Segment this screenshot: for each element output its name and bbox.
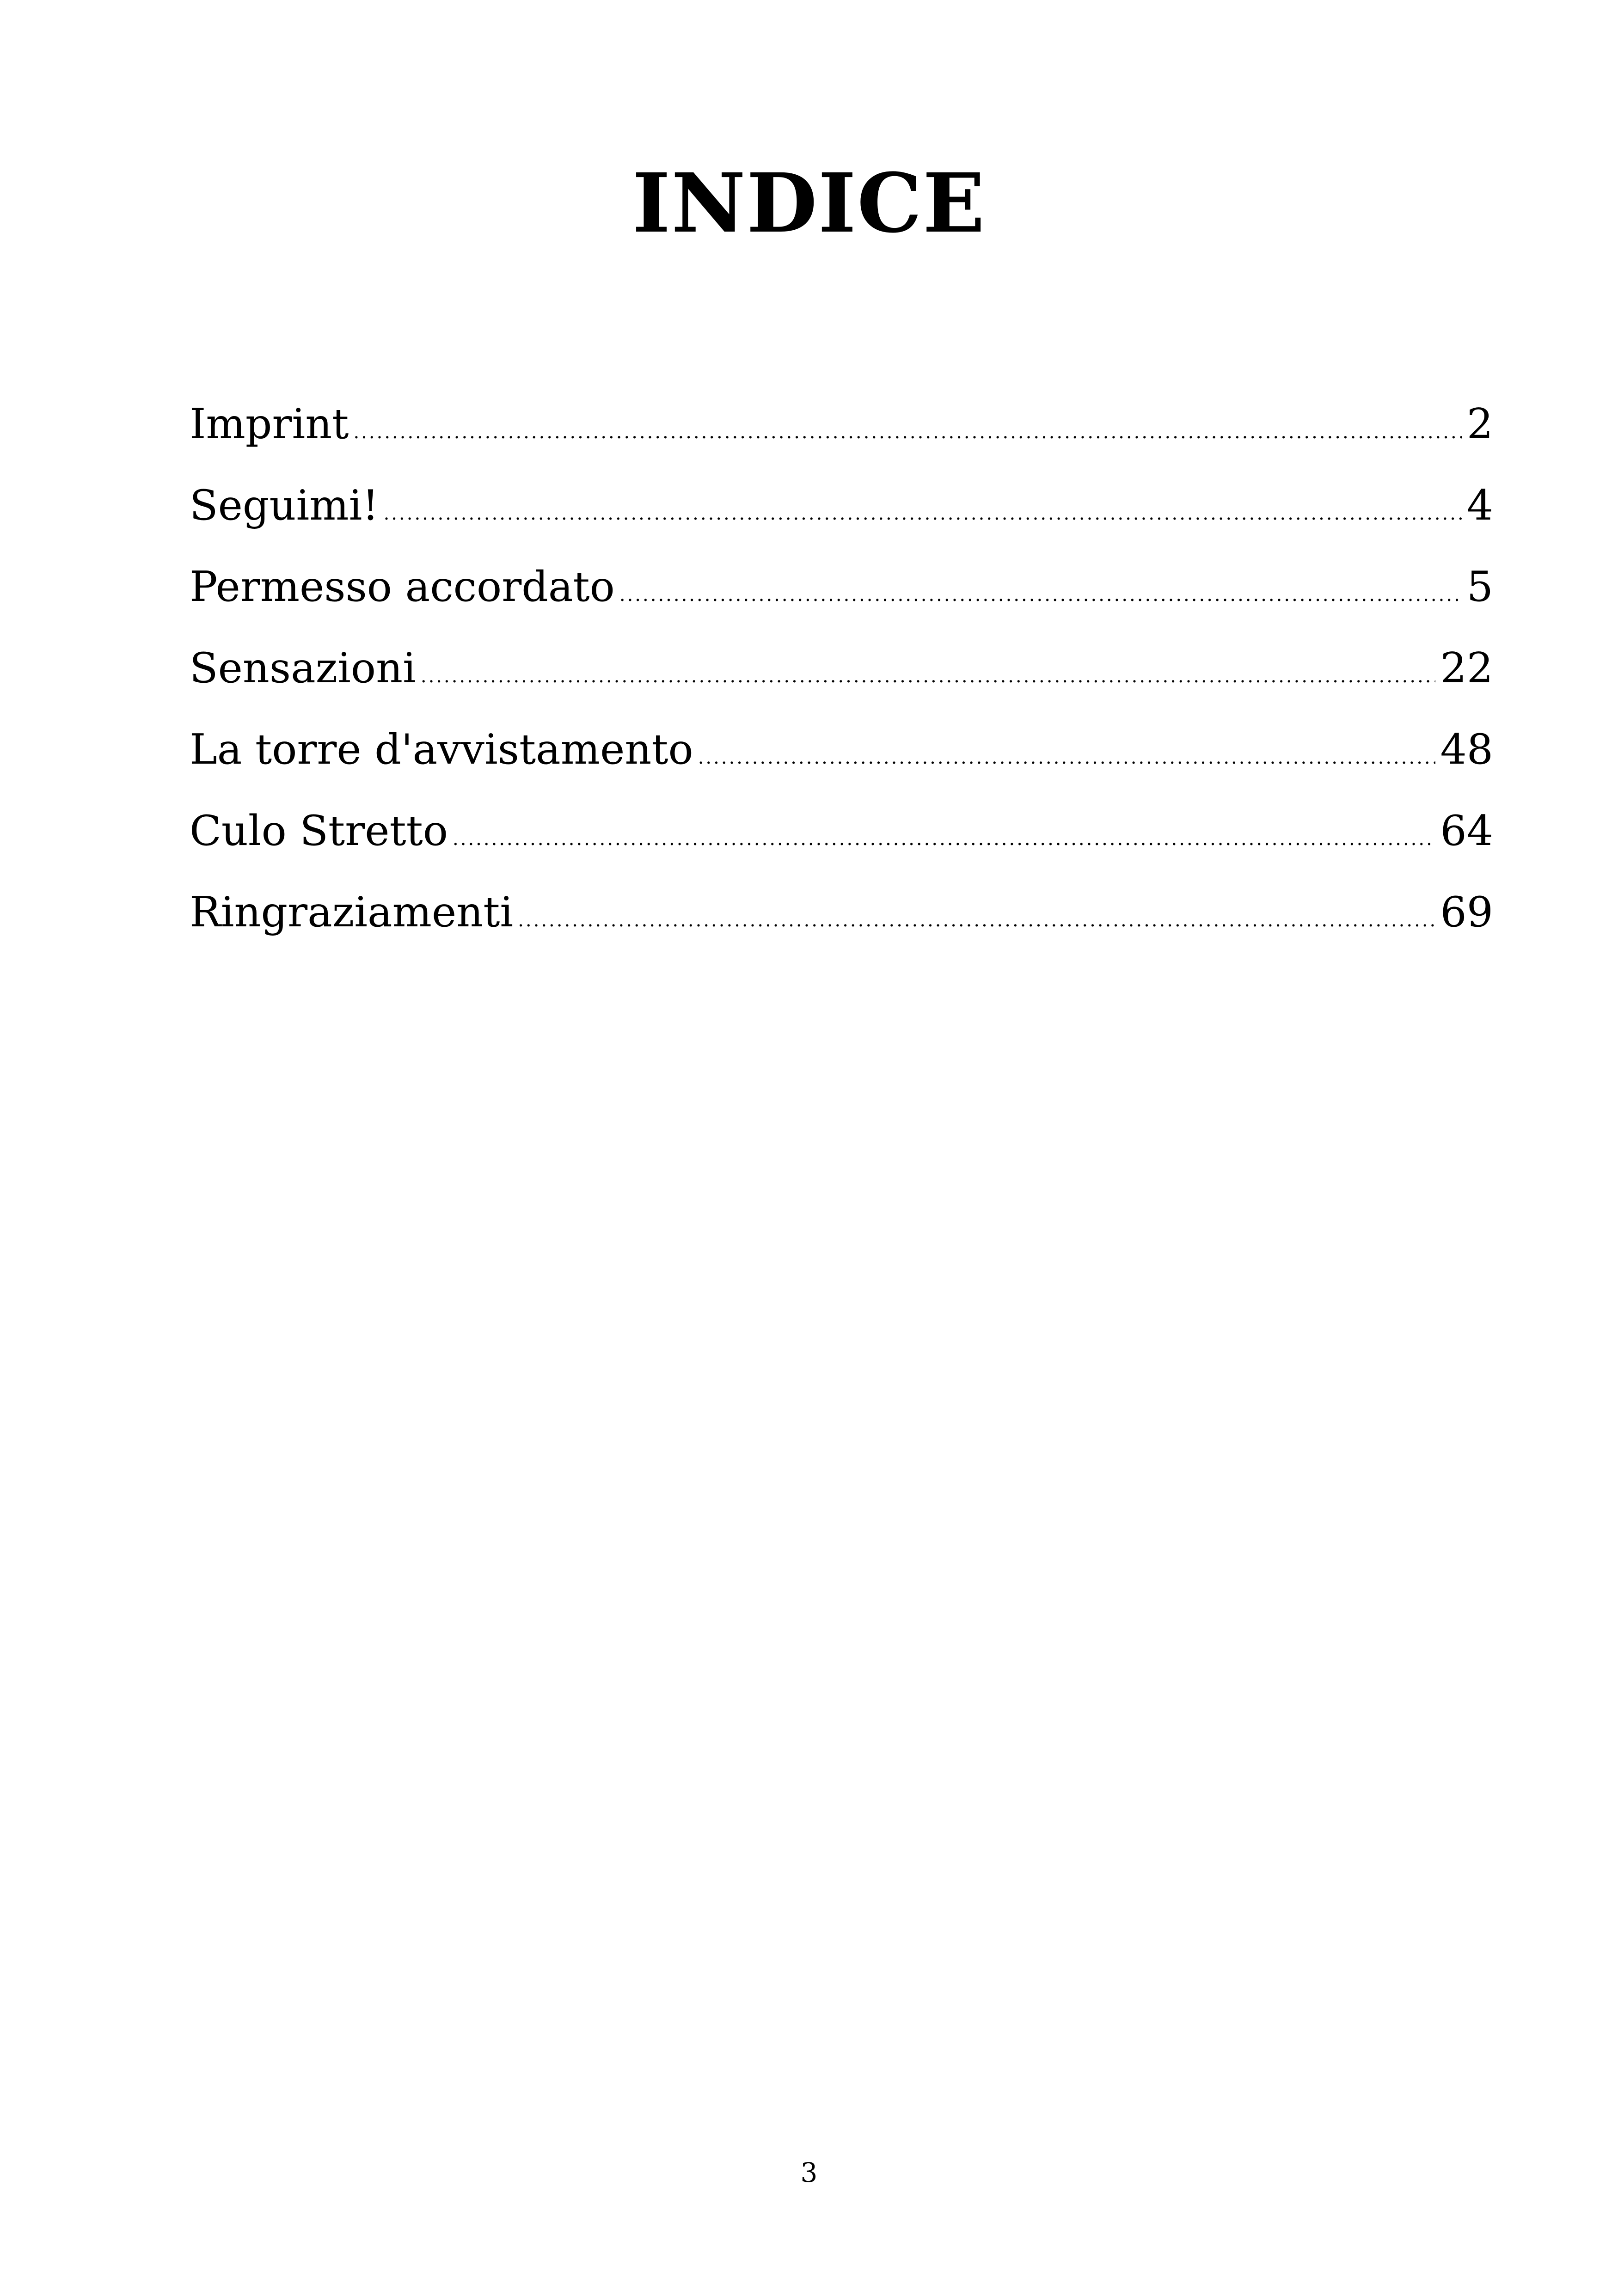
toc-entry-page: 2	[1466, 400, 1493, 448]
dot-leader	[384, 473, 1462, 554]
toc-entry-page: 69	[1440, 888, 1493, 937]
toc-entry-seguimi[interactable]	[190, 465, 1493, 546]
page-number: 3	[800, 2157, 818, 2188]
toc-entry-ringraziamenti[interactable]	[190, 872, 1493, 953]
toc-entry-imprint[interactable]	[190, 384, 1493, 465]
toc-entry-label: Ringraziamenti	[190, 888, 514, 937]
toc-entry-label: Sensazioni	[190, 644, 416, 692]
toc-entry-label: Culo Stretto	[190, 807, 448, 855]
dot-leader	[453, 798, 1435, 880]
page-title: INDICE	[632, 155, 986, 251]
toc-entry-page: 64	[1440, 807, 1493, 855]
dot-leader	[421, 636, 1436, 717]
toc-entry-la-torre-davvistamento[interactable]	[190, 709, 1493, 790]
toc-entry-label: Permesso accordato	[190, 563, 615, 611]
dot-leader	[619, 554, 1462, 636]
toc-entry-page: 5	[1466, 563, 1493, 611]
toc-entry-page: 22	[1440, 644, 1493, 692]
toc-entry-label: La torre d'avvistamento	[190, 725, 693, 774]
toc-entry-page: 48	[1440, 725, 1493, 774]
toc-entry-label: Seguimi!	[190, 481, 379, 530]
table-of-contents	[190, 384, 1493, 953]
toc-entry-page: 4	[1466, 481, 1493, 530]
toc-entry-sensazioni[interactable]	[190, 628, 1493, 709]
toc-entry-culo-stretto[interactable]	[190, 790, 1493, 872]
toc-entry-label: Imprint	[190, 400, 349, 448]
dot-leader	[518, 880, 1435, 961]
dot-leader	[353, 392, 1462, 473]
toc-entry-permesso-accordato[interactable]	[190, 546, 1493, 628]
dot-leader	[698, 717, 1436, 798]
